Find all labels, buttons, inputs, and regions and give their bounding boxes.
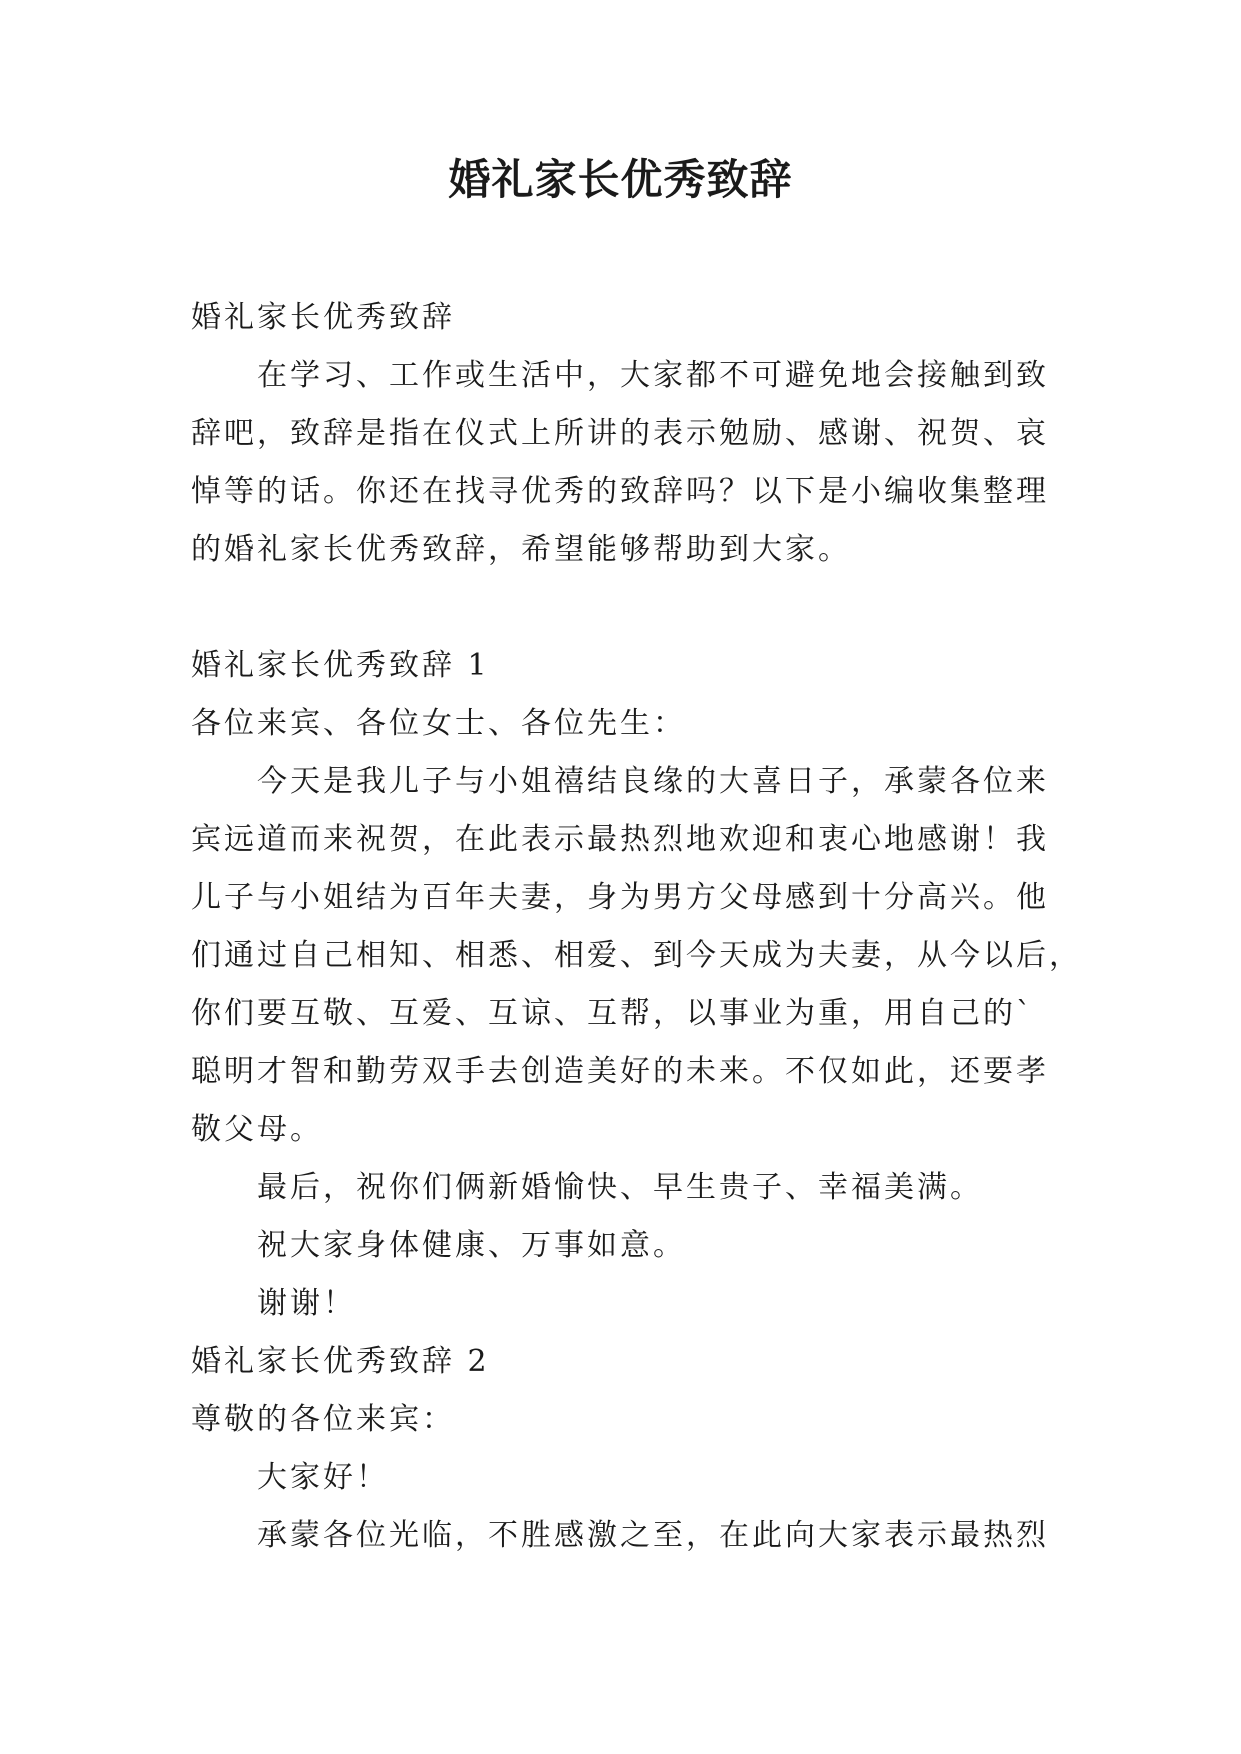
salutation: 各位来宾、各位女士、各位先生：: [191, 706, 686, 741]
intro-paragraph-line: 辞吧，致辞是指在仪式上所讲的表示勉励、感谢、祝贺、哀: [191, 416, 1049, 451]
speech-paragraph-line: 祝大家身体健康、万事如意。: [257, 1228, 686, 1263]
document-title: 婚礼家长优秀致辞: [448, 155, 793, 204]
speech-paragraph-line: 你们要互敬、互爱、互谅、互帮，以事业为重，用自己的`: [191, 996, 1034, 1031]
speech-paragraph-line: 们通过自己相知、相悉、相爱、到今天成为夫妻，从今以后，: [191, 938, 1082, 973]
speech-paragraph-line: 承蒙各位光临，不胜感激之至，在此向大家表示最热烈: [257, 1518, 1049, 1553]
document-body: [191, 289, 1082, 1565]
intro-paragraph-line: 在学习、工作或生活中，大家都不可避免地会接触到致: [257, 358, 1049, 393]
intro-heading: 婚礼家长优秀致辞: [191, 300, 455, 335]
speech-paragraph-line: 最后，祝你们俩新婚愉快、早生贵子、幸福美满。: [257, 1170, 983, 1205]
section-heading-2: 婚礼家长优秀致辞 2: [191, 1344, 490, 1379]
intro-paragraph-line: 的婚礼家长优秀致辞，希望能够帮助到大家。: [191, 532, 851, 567]
speech-closing: 谢谢！: [257, 1286, 356, 1321]
paragraph-gap: [191, 579, 1055, 637]
speech-paragraph-line: 宾远道而来祝贺，在此表示最热烈地欢迎和衷心地感谢！我: [191, 822, 1049, 857]
speech-paragraph-line: 聪明才智和勤劳双手去创造美好的未来。不仅如此，还要孝: [191, 1054, 1049, 1089]
section-heading-1: 婚礼家长优秀致辞 1: [191, 648, 490, 683]
intro-paragraph-line: 悼等的话。你还在找寻优秀的致辞吗？以下是小编收集整理: [191, 474, 1049, 509]
speech-paragraph-line: 今天是我儿子与小姐禧结良缘的大喜日子，承蒙各位来: [257, 764, 1049, 799]
speech-paragraph-line: 儿子与小姐结为百年夫妻，身为男方父母感到十分高兴。他: [191, 880, 1049, 915]
speech-paragraph-line: 敬父母。: [191, 1112, 323, 1147]
greeting: 大家好！: [257, 1460, 389, 1495]
salutation: 尊敬的各位来宾：: [191, 1402, 455, 1437]
